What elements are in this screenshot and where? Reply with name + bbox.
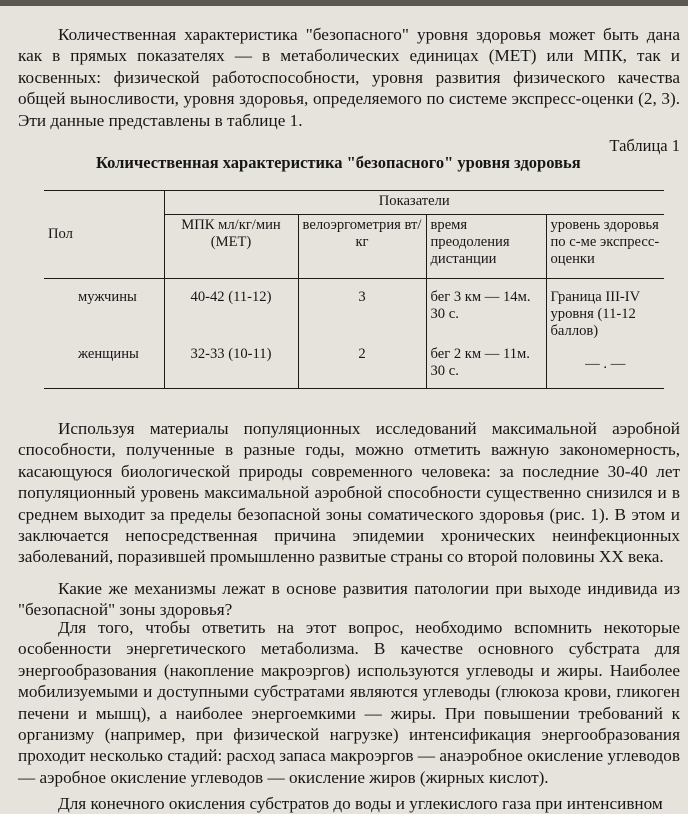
cell-sex: мужчины (78, 289, 137, 305)
cell-mpk: 40-42 (11-12) (164, 279, 298, 343)
col-header-distance-time: время преодоления дистанции (426, 215, 546, 279)
body-paragraph: Для того, чтобы ответить на этот вопрос, необходимо вспомнить некоторые особенности энергетического метаболизма. В качестве основного субстрата для энергообразования (накопление макроэргов) используются углеводы и жиры. Наиболее мобилизуемыми и доступными субстратами являются углеводы (глюкоза крови, гликоген печени и мышц), а наиболее энергоемкими — жиры. При повышении требований к организму (например, при физической нагрузке) интенсификация энергообразования проходит несколько стадий: расход запаса макроэргов — анаэробное окисление углеводов — аэробное окисление углеводов — окисление жиров (жирных кислот). (18, 618, 680, 787)
cell-sex: женщины (78, 346, 139, 362)
body-paragraph: Какие же механизмы лежат в основе развития патологии при выходе индивида из "безопасной" зоны здоровья? (18, 579, 680, 620)
cell-health-level: Граница III-IV уровня (11-12 баллов) (546, 279, 664, 343)
cell-veloergometry: 2 (298, 342, 426, 388)
body-paragraph: Для конечного окисления субстратов до воды и углекислого газа при интенсивном (58, 794, 663, 813)
col-header-health-level: уровень здоровья по с-ме экспресс-оценки (546, 215, 664, 279)
table-row-women (44, 342, 664, 388)
page-top-edge (0, 0, 688, 6)
cell-distance-time: бег 2 км — 11м. 30 с. (426, 342, 546, 388)
body-paragraph: Используя материалы популяционных исследований максимальной аэробной способности, полученные в разные годы, можно отметить важную закономерность, касающуюся биологической природы современного человека: за последние 30-40 лет популяционный уровень максимальной аэробной способности существенно снизился и в среднем выходит за пределы безопасной зоны соматического здоровья (рис. 1). В этом и заключается непосредственная причина эпидемии хронических неинфекционных заболеваний, поразившей промышленно развитые страны со второй половины XX века. (18, 419, 680, 567)
cell-veloergometry: 3 (298, 279, 426, 343)
col-header-mpk: МПК мл/кг/мин (МЕТ) (164, 215, 298, 279)
table-header-row-1 (44, 191, 664, 215)
col-header-veloergometry: велоэргометрия вт/кг (298, 215, 426, 279)
table-row-men (44, 279, 664, 343)
cell-health-level: — . — (546, 342, 664, 388)
intro-paragraph: Количественная характеристика "безопасного" уровня здоровья может быть дана как в прямых показателях — в метаболических единицах (МЕТ) или МПК, так и косвенных: физической работоспособности, уровня развития физического качества общей выносливости, уровня здоровья, определяемого по системе экспресс-оценки (2, 3). Эти данные представлены в таблице 1. (18, 25, 680, 130)
cell-mpk: 32-33 (10-11) (164, 342, 298, 388)
table-title: Количественная характеристика "безопасного" уровня здоровья (96, 153, 581, 172)
table-caption: Таблица 1 (609, 136, 680, 155)
cell-distance-time: бег 3 км — 14м. 30 с. (426, 279, 546, 343)
health-level-table (44, 190, 664, 389)
col-sex-header: Пол (44, 191, 164, 279)
group-header-indicators: Показатели (164, 191, 664, 215)
